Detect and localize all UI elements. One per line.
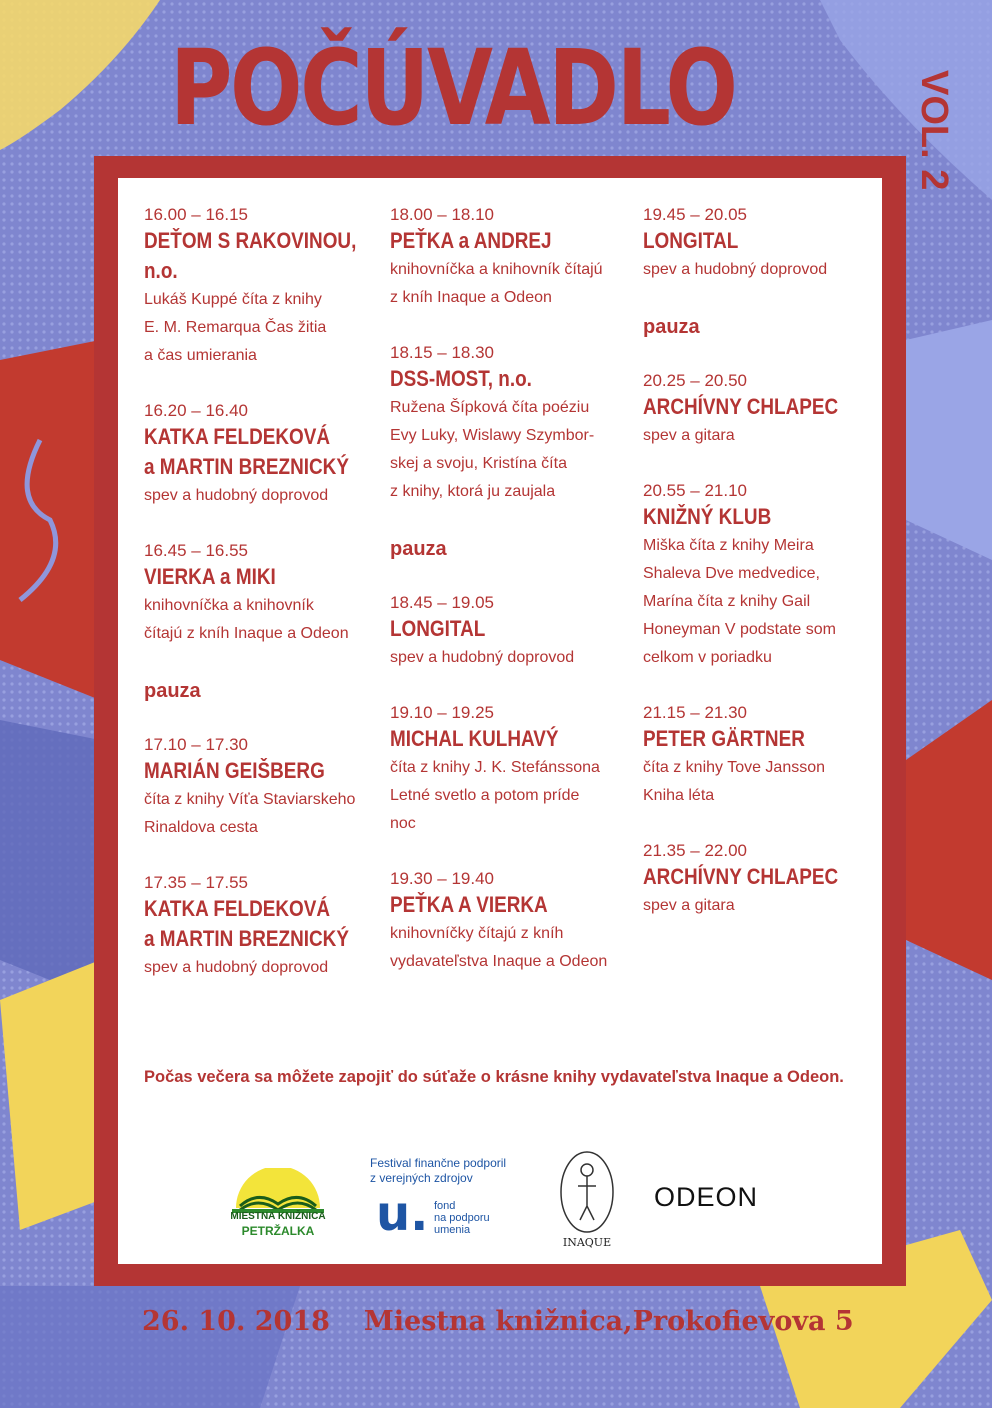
slot-description: číta z knihy Víťa Staviarskeho (144, 791, 356, 808)
program-slot (390, 702, 626, 838)
fund-name-line-2: na podporu (434, 1212, 490, 1224)
inaque-emblem-icon (558, 1150, 616, 1234)
program-card (118, 178, 882, 1264)
slot-time: 20.55 – 21.10 (643, 481, 747, 500)
slot-description: z kníh Inaque a Odeon (390, 289, 552, 306)
program-column-1 (144, 204, 374, 1012)
slot-performer: KATKA FELDEKOVÁ (144, 424, 331, 449)
slot-description: E. M. Remarqua Čas žitia (144, 319, 327, 336)
slot-performer: MICHAL KULHAVÝ (390, 726, 559, 751)
contest-note: Počas večera sa môžete zapojiť do súťaže o krásne knihy vydavateľstva Inaque a Odeon. (144, 1068, 844, 1086)
slot-description: Lukáš Kuppé číta z knihy (144, 291, 322, 308)
slot-description: z knihy, ktorá ju zaujala (390, 483, 556, 500)
program-slot (144, 872, 374, 982)
program-slot (144, 400, 374, 510)
volume-label: VOL. 2 (913, 70, 955, 191)
program-slot (643, 204, 863, 284)
program-slot (390, 204, 626, 312)
slot-performer: n.o. (144, 258, 178, 283)
slot-description: knihovníčka a knihovník (144, 597, 314, 614)
slot-time: 19.10 – 19.25 (390, 703, 494, 722)
slot-description: Shaleva Dve medvedice, (643, 565, 820, 582)
program-slot (144, 734, 374, 842)
pause-label: pauza (144, 680, 201, 702)
slot-description: Miška číta z knihy Meira (643, 537, 814, 554)
library-logo (218, 1168, 338, 1238)
slot-performer: ARCHÍVNY CHLAPEC (643, 394, 839, 419)
program-slot (643, 702, 863, 810)
slot-time: 18.00 – 18.10 (390, 205, 494, 224)
slot-description: spev a gitara (643, 427, 735, 444)
slot-performer: ARCHÍVNY CHLAPEC (643, 864, 839, 889)
slot-description: spev a gitara (643, 897, 735, 914)
support-text-1: Festival finančne podporil (370, 1156, 507, 1170)
slot-description: noc (390, 815, 416, 832)
program-slot (390, 592, 626, 672)
slot-performer: LONGITAL (643, 228, 739, 253)
slot-description: celkom v poriadku (643, 649, 772, 666)
event-footer (142, 1306, 902, 1337)
program-column-2 (390, 204, 626, 1006)
slot-time: 16.20 – 16.40 (144, 401, 248, 420)
slot-time: 16.45 – 16.55 (144, 541, 248, 560)
page-title: POČÚVADLO (170, 27, 736, 149)
pause-label: pauza (390, 538, 447, 560)
slot-performer: PEŤKA A VIERKA (390, 892, 548, 917)
slot-description: a čas umierania (144, 347, 257, 364)
slot-time: 18.45 – 19.05 (390, 593, 494, 612)
program-slot (144, 540, 374, 648)
slot-description: skej a svoju, Kristína číta (390, 455, 567, 472)
slot-time: 17.35 – 17.55 (144, 873, 248, 892)
fund-name-line-3: umenia (434, 1224, 471, 1236)
program-slot (643, 840, 863, 920)
slot-performer: a MARTIN BREZNICKÝ (144, 454, 349, 479)
fund-u-mark: u. (376, 1186, 429, 1242)
library-logo-text-1: MIESTNA KNIŽNICA (230, 1211, 326, 1222)
program-column-3 (643, 204, 863, 950)
slot-time: 21.35 – 22.00 (643, 841, 747, 860)
slot-description: Ružena Šípková číta poéziu (390, 399, 590, 416)
sponsor-logos (118, 1138, 882, 1258)
slot-time: 17.10 – 17.30 (144, 735, 248, 754)
slot-description: číta z knihy Tove Jansson (643, 759, 826, 776)
fund-logo (370, 1156, 540, 1246)
program-slot (390, 868, 626, 976)
inaque-text: INAQUE (562, 1236, 612, 1249)
program-slot (390, 342, 626, 506)
inaque-logo (558, 1150, 616, 1250)
slot-description: Marína číta z knihy Gail (643, 593, 811, 610)
slot-description: spev a hudobný doprovod (144, 959, 329, 976)
slot-description: knihovníčky čítajú z kníh (390, 925, 564, 942)
program-slot (144, 204, 374, 370)
event-date: 26. 10. 2018 (142, 1306, 330, 1337)
slot-performer: MARIÁN GEIŠBERG (144, 758, 325, 783)
slot-performer: PETER GÄRTNER (643, 726, 805, 751)
slot-performer: KNIŽNÝ KLUB (643, 504, 772, 529)
program-slot (643, 370, 863, 450)
slot-description: spev a hudobný doprovod (643, 261, 828, 278)
slot-time: 19.30 – 19.40 (390, 869, 494, 888)
event-venue: Miestna knižnica,Prokofievova 5 (363, 1306, 854, 1337)
slot-description: knihovníčka a knihovník čítajú (390, 261, 603, 278)
slot-description: Letné svetlo a potom príde (390, 787, 580, 804)
fund-name-line-1: fond (434, 1200, 456, 1212)
slot-description: Kniha léta (643, 787, 715, 804)
slot-description: Honeyman V podstate som (643, 621, 836, 638)
slot-performer: VIERKA a MIKI (144, 564, 276, 589)
slot-time: 18.15 – 18.30 (390, 343, 494, 362)
book-sun-icon (218, 1168, 338, 1213)
slot-performer: a MARTIN BREZNICKÝ (144, 926, 349, 951)
slot-description: číta z knihy J. K. Stefánssona (390, 759, 600, 776)
slot-description: čítajú z kníh Inaque a Odeon (144, 625, 349, 642)
slot-performer: DEŤOM S RAKOVINOU, (144, 228, 357, 253)
slot-description: vydavateľstva Inaque a Odeon (390, 953, 608, 970)
slot-time: 16.00 – 16.15 (144, 205, 248, 224)
slot-description: spev a hudobný doprovod (390, 649, 575, 666)
slot-description: spev a hudobný doprovod (144, 487, 329, 504)
odeon-logo: ODEON (654, 1182, 759, 1212)
pause-label: pauza (643, 316, 700, 338)
slot-description: Rinaldova cesta (144, 819, 258, 836)
slot-performer: LONGITAL (390, 616, 486, 641)
library-logo-text-2: PETRŽALKA (241, 1224, 315, 1238)
slot-performer: DSS-MOST, n.o. (390, 366, 532, 391)
slot-description: Evy Luky, Wislawy Szymbor- (390, 427, 595, 444)
slot-time: 19.45 – 20.05 (643, 205, 747, 224)
slot-performer: KATKA FELDEKOVÁ (144, 896, 331, 921)
program-slot (643, 480, 863, 672)
slot-performer: PEŤKA a ANDREJ (390, 228, 552, 253)
slot-time: 20.25 – 20.50 (643, 371, 747, 390)
slot-time: 21.15 – 21.30 (643, 703, 747, 722)
support-text-2: z verejných zdrojov (370, 1171, 473, 1185)
fund-name (434, 1200, 490, 1236)
